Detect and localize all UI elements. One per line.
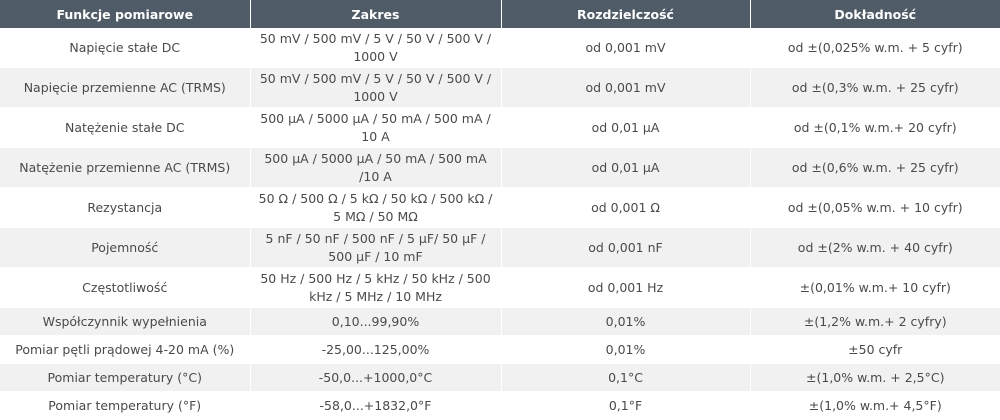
cell-accuracy: ±50 cyfr <box>750 336 1000 364</box>
cell-accuracy: ±(1,0% w.m.+ 4,5°F) <box>750 392 1000 420</box>
header-range: Zakres <box>250 0 501 28</box>
table-row <box>0 336 1000 364</box>
cell-function: Natężenie stałe DC <box>0 108 250 148</box>
cell-function: Napięcie stałe DC <box>0 28 250 68</box>
cell-function: Pomiar temperatury (°F) <box>0 392 250 420</box>
header-resolution: Rozdzielczość <box>501 0 750 28</box>
cell-function: Częstotliwość <box>0 268 250 308</box>
cell-accuracy: ±(1,2% w.m.+ 2 cyfry) <box>750 308 1000 336</box>
cell-resolution: 0,1°C <box>501 364 750 392</box>
cell-resolution: od 0,001 Hz <box>501 268 750 308</box>
cell-resolution: od 0,01 µA <box>501 148 750 188</box>
cell-range: -58,0...+1832,0°F <box>250 392 501 420</box>
cell-range: -50,0...+1000,0°C <box>250 364 501 392</box>
cell-function: Współczynnik wypełnienia <box>0 308 250 336</box>
table-row <box>0 364 1000 392</box>
table-header-row <box>0 0 1000 28</box>
header-functions: Funkcje pomiarowe <box>0 0 250 28</box>
cell-accuracy: od ±(2% w.m. + 40 cyfr) <box>750 228 1000 268</box>
cell-accuracy: ±(0,01% w.m.+ 10 cyfr) <box>750 268 1000 308</box>
cell-resolution: od 0,001 nF <box>501 228 750 268</box>
header-accuracy: Dokładność <box>750 0 1000 28</box>
cell-range: 50 mV / 500 mV / 5 V / 50 V / 500 V / 1000 V <box>250 28 501 68</box>
cell-accuracy: od ±(0,025% w.m. + 5 cyfr) <box>750 28 1000 68</box>
cell-function: Napięcie przemienne AC (TRMS) <box>0 68 250 108</box>
table-row <box>0 308 1000 336</box>
cell-function: Pomiar pętli prądowej 4-20 mA (%) <box>0 336 250 364</box>
cell-function: Pomiar temperatury (°C) <box>0 364 250 392</box>
cell-range: 0,10...99,90% <box>250 308 501 336</box>
cell-accuracy: od ±(0,6% w.m. + 25 cyfr) <box>750 148 1000 188</box>
table-row <box>0 68 1000 108</box>
cell-accuracy: od ±(0,3% w.m. + 25 cyfr) <box>750 68 1000 108</box>
table-row <box>0 188 1000 228</box>
cell-resolution: od 0,01 µA <box>501 108 750 148</box>
cell-resolution: od 0,001 Ω <box>501 188 750 228</box>
table-row <box>0 268 1000 308</box>
table-row <box>0 148 1000 188</box>
cell-range: 50 mV / 500 mV / 5 V / 50 V / 500 V / 1000 V <box>250 68 501 108</box>
cell-range: 50 Hz / 500 Hz / 5 kHz / 50 kHz / 500 kHz / 5 MHz / 10 MHz <box>250 268 501 308</box>
cell-resolution: 0,01% <box>501 336 750 364</box>
cell-range: 50 Ω / 500 Ω / 5 kΩ / 50 kΩ / 500 kΩ / 5 MΩ / 50 MΩ <box>250 188 501 228</box>
cell-range: 500 µA / 5000 µA / 50 mA / 500 mA /10 A <box>250 148 501 188</box>
cell-range: -25,00...125,00% <box>250 336 501 364</box>
table-row <box>0 228 1000 268</box>
cell-accuracy: ±(1,0% w.m. + 2,5°C) <box>750 364 1000 392</box>
cell-accuracy: od ±(0,05% w.m. + 10 cyfr) <box>750 188 1000 228</box>
cell-resolution: od 0,001 mV <box>501 68 750 108</box>
table-row <box>0 28 1000 68</box>
table-row <box>0 392 1000 420</box>
cell-resolution: 0,01% <box>501 308 750 336</box>
cell-accuracy: od ±(0,1% w.m.+ 20 cyfr) <box>750 108 1000 148</box>
cell-resolution: 0,1°F <box>501 392 750 420</box>
cell-range: 5 nF / 50 nF / 500 nF / 5 µF/ 50 µF / 500 µF / 10 mF <box>250 228 501 268</box>
cell-function: Rezystancja <box>0 188 250 228</box>
cell-function: Natężenie przemienne AC (TRMS) <box>0 148 250 188</box>
cell-range: 500 µA / 5000 µA / 50 mA / 500 mA / 10 A <box>250 108 501 148</box>
table-row <box>0 108 1000 148</box>
cell-function: Pojemność <box>0 228 250 268</box>
cell-resolution: od 0,001 mV <box>501 28 750 68</box>
